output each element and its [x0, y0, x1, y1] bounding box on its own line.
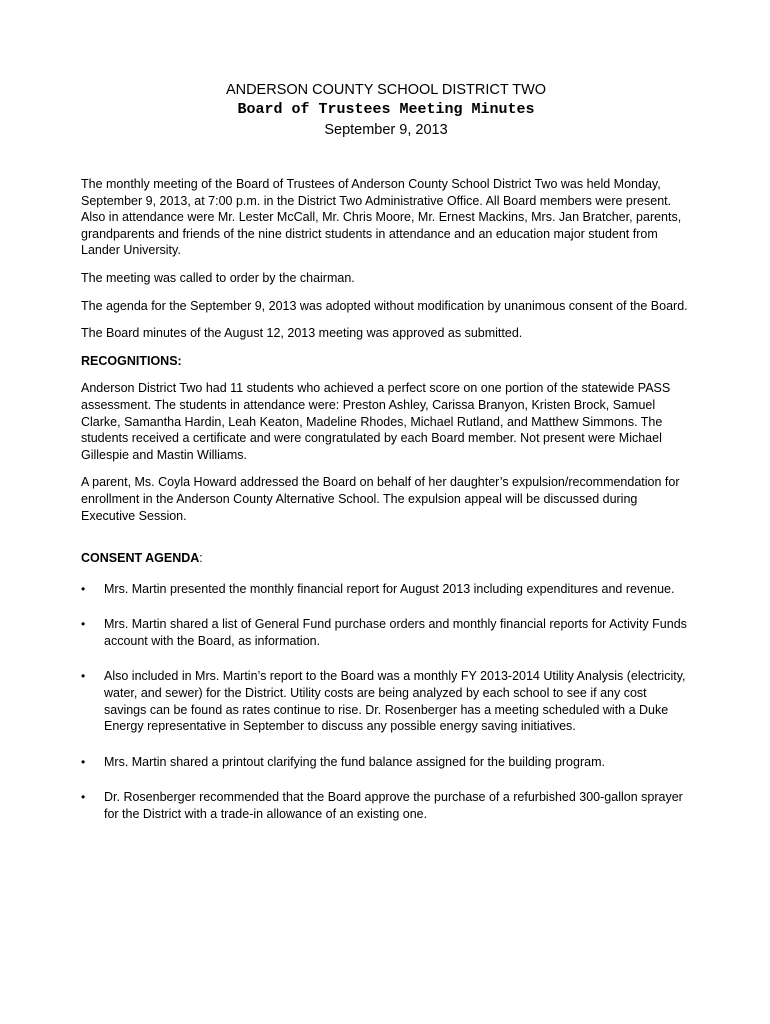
- list-item: [81, 581, 691, 598]
- list-item: [81, 616, 691, 649]
- intro-paragraph: The monthly meeting of the Board of Trustees of Anderson County School District Two was held Monday, September 9, 2013, at 7:00 p.m. in the District Two Administrative Office. All Board members were present. Also in attendance were Mr. Lester McCall, Mr. Chris Moore, Mr. Ernest Mackins, Mrs. Jan Bratcher, parents, grandparents and friends of the nine district students in attendance and an education major student from Lander University.: [81, 177, 682, 258]
- bullet-icon: •: [81, 669, 86, 684]
- consent-agenda-heading-colon: :: [199, 551, 203, 566]
- list-item: [81, 754, 691, 771]
- list-item: [81, 789, 691, 822]
- list-item-text: Also included in Mrs. Martin’s report to the Board was a monthly FY 2013-2014 Utility Analysis (electricity, water, and sewer) for the District. Utility costs are being analyzed by each school to see if any cost savings can be found as rates continue to rise. Dr. Rosenberger has a meeting scheduled with a Duke Energy representative in September to discuss any possible energy saving initiatives.: [104, 669, 686, 734]
- bullet-icon: •: [81, 754, 86, 769]
- document-page: [81, 81, 691, 842]
- recognitions-heading: RECOGNITIONS:: [81, 353, 182, 368]
- consent-agenda-heading: [81, 550, 691, 567]
- recognitions-students-paragraph: Anderson District Two had 11 students who achieved a perfect score on one portion of the statewide PASS assessment. The students in attendance were: Preston Ashley, Carissa Branyon, Kristen Brock, Samuel Clarke, Samantha Hardin, Leah Keaton, Madeline Rhodes, Michael Rutland, and Matthew Simmons. The students received a certificate and were congratulated by each Board member. Not present were Michael Gillespie and Mastin Williams.: [81, 381, 671, 462]
- district-name: ANDERSON COUNTY SCHOOL DISTRICT TWO: [225, 82, 547, 98]
- agenda-adoption-paragraph: The agenda for the September 9, 2013 was adopted without modification by unanimous consent of the Board.: [81, 298, 688, 313]
- consent-agenda-list: [81, 581, 691, 823]
- document-title: Board of Trustees Meeting Minutes: [237, 101, 535, 118]
- consent-agenda-heading-text: CONSENT AGENDA: [81, 551, 200, 566]
- list-item-text: Mrs. Martin shared a list of General Fund purchase orders and monthly financial reports for Activity Funds account with the Board, as information.: [104, 617, 687, 648]
- recognitions-parent-paragraph: A parent, Ms. Coyla Howard addressed the Board on behalf of her daughter’s expulsion/recommendation for enrollment in the Anderson County Alternative School. The expulsion appeal will be discussed during Executive Session.: [81, 475, 680, 523]
- document-header: [81, 81, 691, 139]
- bullet-icon: •: [81, 617, 86, 632]
- meeting-date: September 9, 2013: [324, 122, 448, 138]
- bullet-icon: •: [81, 581, 86, 596]
- list-item: [81, 668, 691, 734]
- minutes-approval-paragraph: The Board minutes of the August 12, 2013 meeting was approved as submitted.: [81, 326, 523, 341]
- list-item-text: Mrs. Martin shared a printout clarifying the fund balance assigned for the building program.: [104, 754, 605, 769]
- call-to-order-paragraph: The meeting was called to order by the chairman.: [81, 270, 355, 285]
- bullet-icon: •: [81, 790, 86, 805]
- list-item-text: Dr. Rosenberger recommended that the Board approve the purchase of a refurbished 300-gallon sprayer for the District with a trade-in allowance of an existing one.: [104, 790, 683, 822]
- list-item-text: Mrs. Martin presented the monthly financial report for August 2013 including expenditures and revenue.: [104, 581, 675, 596]
